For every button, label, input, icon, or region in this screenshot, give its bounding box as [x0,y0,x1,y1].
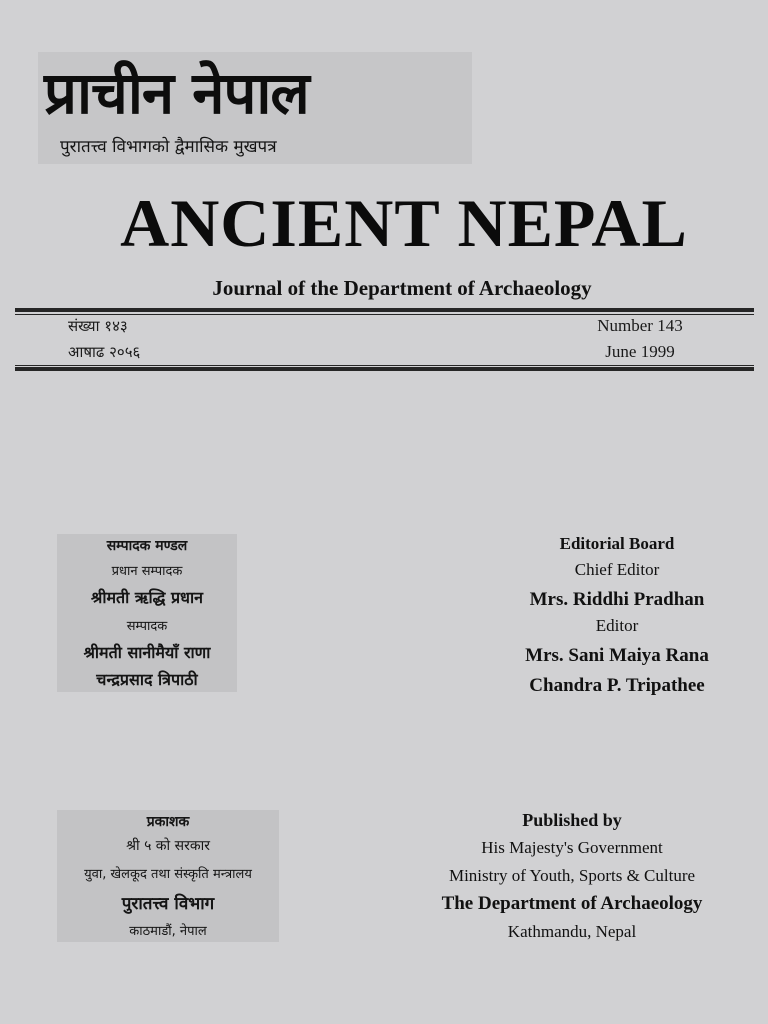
top-rule [15,308,754,312]
bottom-rule [15,367,754,371]
nepali-title: प्राचीन नेपाल [44,59,309,127]
editor-name-2: Chandra P. Tripathee [529,675,705,696]
page-title: ANCIENT NEPAL [120,185,688,261]
nepali-issue-number: संख्या १४३ [68,317,128,335]
nepali-publisher-line-3: पुरातत्त्व विभाग [121,894,215,914]
editor-name-1: Mrs. Sani Maiya Rana [525,645,709,666]
publisher [422,808,722,948]
nepali-publisher [57,810,279,942]
publisher-line-4: Kathmandu, Nepal [507,922,637,941]
nepali-publisher-line-2: युवा, खेलकूद तथा संस्कृति मन्त्रालय [84,867,252,882]
nepali-editor-name-1: श्रीमती सानीमैयाँ राणा [83,643,211,662]
nepali-publisher-heading: प्रकाशक [146,814,190,830]
issue-date: June 1999 [605,342,675,361]
editorial-board [487,532,747,702]
chief-editor-name: Mrs. Riddhi Pradhan [529,589,705,610]
publisher-line-1: His Majesty's Government [481,838,663,857]
publisher-line-2: Ministry of Youth, Sports & Culture [448,866,696,885]
publisher-line-3: The Department of Archaeology [441,893,703,914]
bottom-rule-thin [15,365,754,366]
nepali-publisher-line-4: काठमाडौं, नेपाल [129,924,207,939]
issue-number: Number 143 [597,316,683,335]
nepali-chief-label: प्रधान सम्पादक [111,564,183,579]
publisher-heading: Published by [522,810,622,830]
chief-editor-label: Chief Editor [574,560,660,579]
nepali-chief-name: श्रीमती ऋद्धि प्रधान [91,588,203,607]
nepali-publisher-line-1: श्री ५ को सरकार [126,838,210,854]
nepali-editorial-heading: सम्पादक मण्डल [106,538,188,554]
nepali-editor-name-2: चन्द्रप्रसाद त्रिपाठी [96,670,198,689]
nepali-subtitle: पुरातत्त्व विभागको द्वैमासिक मुखपत्र [60,137,277,157]
editor-label: Editor [595,616,639,635]
nepali-masthead [38,52,472,164]
nepali-editorial-board [57,534,237,692]
editorial-heading: Editorial Board [559,534,675,553]
journal-subtitle: Journal of the Department of Archaeology [212,276,592,300]
nepali-issue-date: आषाढ २०५६ [68,343,141,361]
nepali-editor-label: सम्पादक [126,619,168,634]
